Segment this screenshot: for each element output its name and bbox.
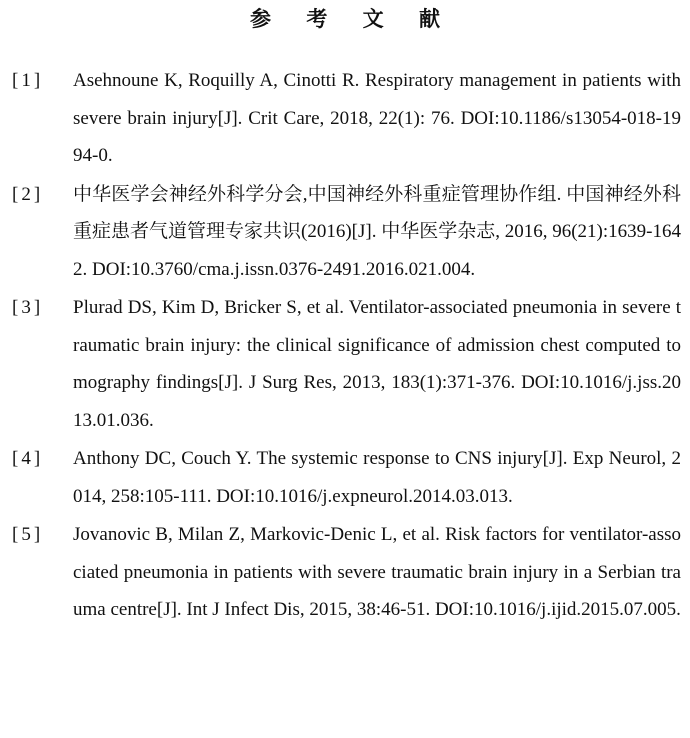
reference-item [0,516,690,629]
reference-item [0,62,690,175]
reference-text: 中华医学会神经外科学分会,中国神经外科重症管理协作组. 中国神经外科重症患者气道管理专家共识(2016)[J]. 中华医学杂志, 2016, 96(21):1639-1642. DOI:10.3760/cma.j.issn.0376-2491.2016.021.004. [73,183,681,280]
reference-number: [5] [12,524,44,545]
reference-item [0,176,690,289]
reference-number: [4] [12,448,44,469]
reference-text: Asehnoune K, Roquilly A, Cinotti R. Respiratory management in patients with severe brain injury[J]. Crit Care, 2018, 22(1): 76. DOI:10.1186/s13054-018-1994-0. [73,70,681,166]
reference-text: Anthony DC, Couch Y. The systemic response to CNS injury[J]. Exp Neurol, 2014, 258:105-111. DOI:10.1016/j.expneurol.2014.03.013. [73,448,681,507]
reference-list [0,62,690,630]
reference-text: Jovanovic B, Milan Z, Markovic-Denic L, et al. Risk factors for ventilator-associated pneumonia in patients with severe traumatic brain injury in a Serbian trauma centre[J]. Int J Infect Dis, 2015, 38:46-51. DOI:10.1016/j.ijid.2015.07.005. [73,524,681,620]
reference-number: [1] [12,70,44,91]
reference-number: [2] [12,183,44,205]
reference-item [0,440,690,515]
reference-text: Plurad DS, Kim D, Bricker S, et al. Ventilator-associated pneumonia in severe traumatic brain injury: the clinical significance of admission chest computed tomography findings[J]. J Surg Res, 2013, 183(1):371-376. DOI:10.1016/j.jss.2013.01.036. [73,297,681,431]
references-heading: 参 考 文 献 [250,7,454,31]
reference-number: [3] [12,297,44,318]
reference-item [0,289,690,439]
